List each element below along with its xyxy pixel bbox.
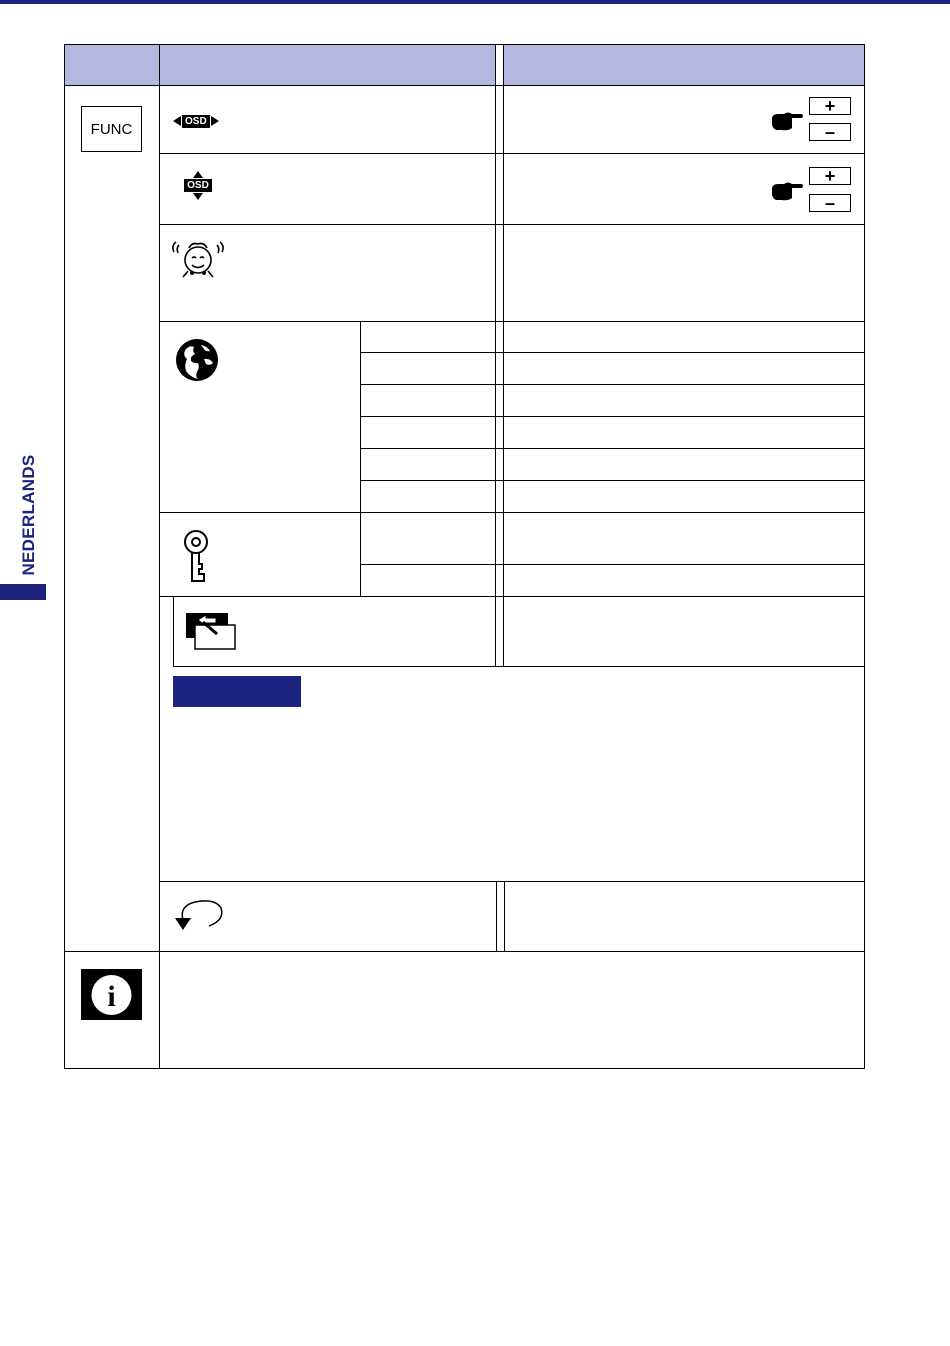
table-border-bottom xyxy=(64,1068,865,1069)
key-lock-icon xyxy=(182,528,212,584)
col-sep-2a xyxy=(495,44,496,596)
col-sep-signal-a xyxy=(495,596,496,666)
reset-icon xyxy=(171,896,227,934)
plus-label-2: + xyxy=(824,166,836,186)
osd-vertical-position-icon xyxy=(181,171,215,200)
osd-label-2: OSD xyxy=(184,179,212,192)
row-line-4 xyxy=(159,512,865,513)
col-sep-reset-b xyxy=(504,881,505,951)
col-sep-1 xyxy=(159,44,160,1069)
row-line-1 xyxy=(159,153,865,154)
func-button-label: FUNC xyxy=(90,120,133,138)
table-border-left xyxy=(64,44,65,1069)
osd-horizontal-position-icon xyxy=(173,113,219,129)
plus-label: + xyxy=(824,96,836,116)
col-sep-sub xyxy=(360,321,361,596)
row-line-key-1 xyxy=(360,564,865,565)
info-icon xyxy=(81,969,142,1020)
row-line-globe-3 xyxy=(360,416,865,417)
osd-label: OSD xyxy=(182,115,210,128)
func-button xyxy=(81,106,142,152)
header-cell-1 xyxy=(65,44,159,85)
plus-button-2 xyxy=(809,167,851,185)
col-sep-2b xyxy=(503,44,504,596)
minus-label-2: – xyxy=(824,193,835,213)
language-tab-marker xyxy=(0,584,46,600)
globe-icon xyxy=(174,337,220,383)
language-tab xyxy=(16,448,42,582)
signal-select-icon xyxy=(185,612,237,651)
pointing-hand-icon xyxy=(770,110,804,132)
minus-button xyxy=(809,123,851,141)
row-line-globe-1 xyxy=(360,352,865,353)
table-border-right xyxy=(864,44,865,1069)
pointing-hand-icon-2 xyxy=(770,180,804,202)
note-tab xyxy=(173,676,301,707)
row-line-globe-5 xyxy=(360,480,865,481)
row-line-8 xyxy=(64,951,865,952)
row-line-5 xyxy=(159,596,865,597)
row-line-7 xyxy=(159,881,865,882)
row-line-globe-2 xyxy=(360,384,865,385)
table-border-top xyxy=(64,44,865,45)
col-sep-signal-b xyxy=(503,596,504,666)
minus-label: – xyxy=(824,122,835,142)
minus-button-2 xyxy=(809,194,851,212)
row-line-globe-4 xyxy=(360,448,865,449)
row-line-6 xyxy=(173,666,865,667)
col-sep-signal-left xyxy=(173,596,174,666)
col-sep-reset-a xyxy=(496,881,497,951)
header-cell-3 xyxy=(504,44,864,85)
row-line-2 xyxy=(159,224,865,225)
row-line-header xyxy=(64,85,865,86)
row-line-3 xyxy=(159,321,865,322)
alarm-clock-icon xyxy=(168,238,228,280)
info-glyph: i xyxy=(107,980,116,1013)
top-accent-bar xyxy=(0,0,950,4)
plus-button xyxy=(809,97,851,115)
language-tab-label: NEDERLANDS xyxy=(19,454,38,576)
header-cell-2 xyxy=(160,44,495,85)
